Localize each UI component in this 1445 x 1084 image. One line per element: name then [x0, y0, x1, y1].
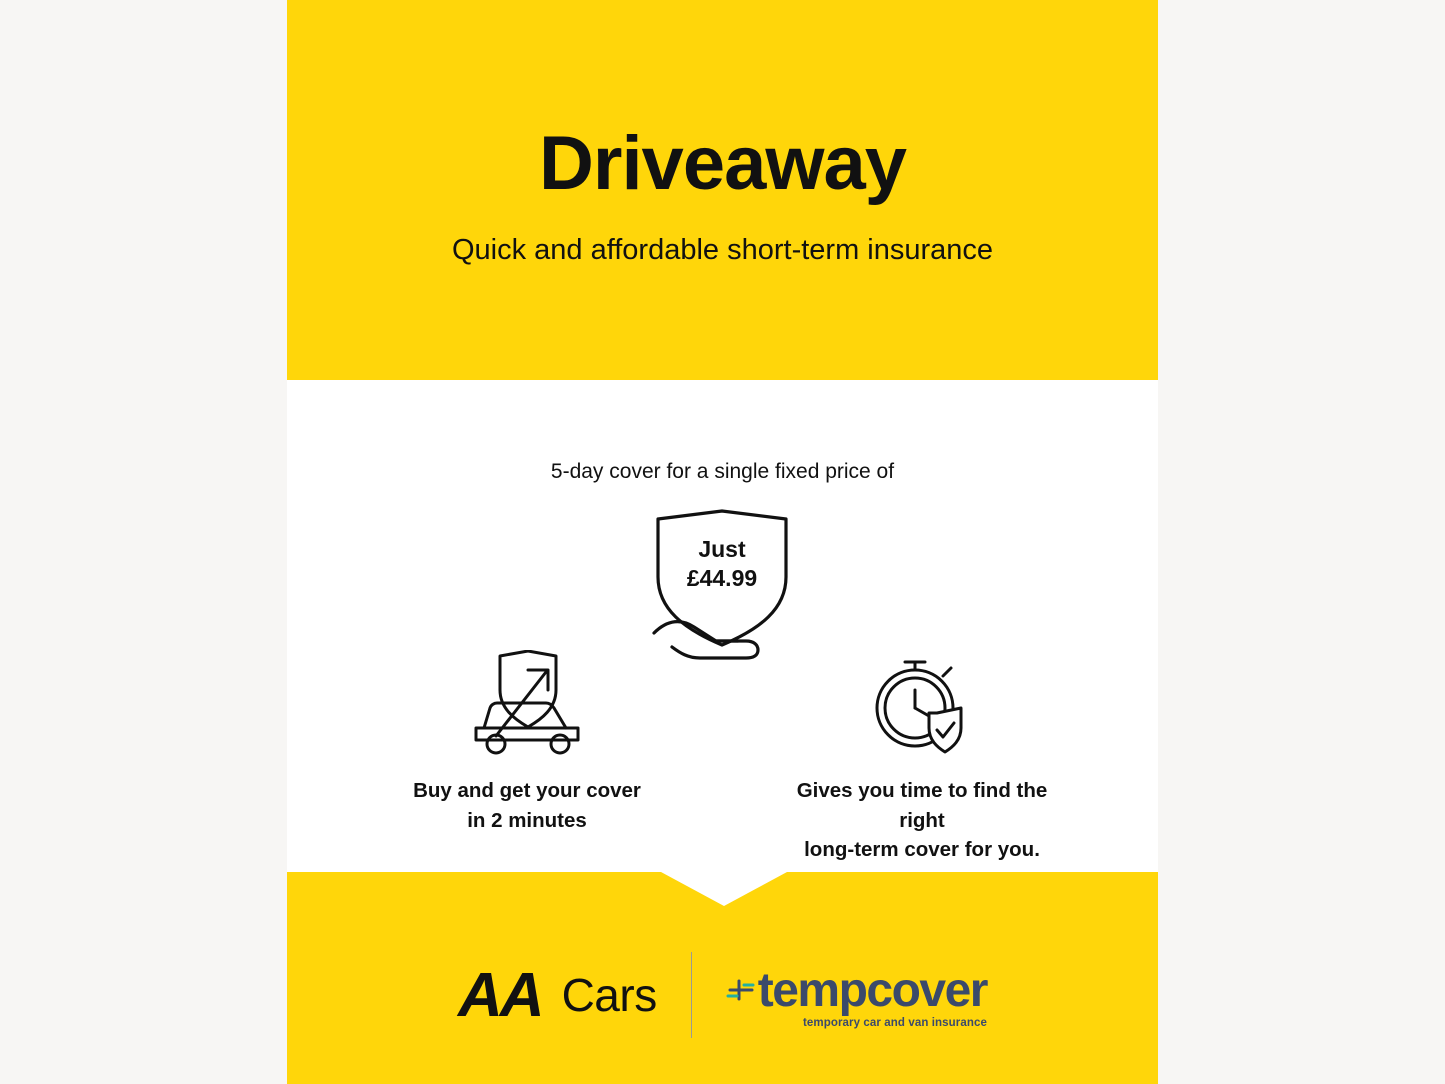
aa-logo: AA — [458, 960, 542, 1030]
price-badge-line2: £44.99 — [686, 564, 758, 591]
feature-right-line1: Gives you time to find the right — [796, 779, 1048, 832]
logo-divider — [691, 952, 692, 1038]
page-subtitle: Quick and affordable short-term insurance — [451, 234, 994, 266]
feature-left-line2: in 2 minutes — [467, 808, 587, 832]
tempcover-name: tempcover — [757, 964, 987, 1017]
feature-time-to-find-cover — [772, 650, 1072, 865]
feature-right-line2: long-term cover for you. — [804, 838, 1040, 862]
stopwatch-with-check-shield-icon — [857, 650, 987, 760]
tempcover-mark-icon — [726, 976, 756, 1010]
feature-right-text — [772, 776, 1072, 865]
feature-left-line1: Buy and get your cover — [413, 779, 641, 802]
tempcover-logo — [726, 964, 987, 1029]
tempcover-wordmark — [726, 964, 987, 1017]
feature-left-text — [377, 776, 677, 835]
aa-cars-label: Cars — [561, 969, 657, 1021]
price-badge-line1: Just — [698, 536, 746, 562]
shield-in-hand-graphic — [642, 505, 802, 665]
footer-logos — [287, 940, 1158, 1050]
page-title: Driveaway — [538, 121, 907, 206]
poster-canvas — [287, 0, 1158, 1084]
tempcover-tagline: temporary car and van insurance — [802, 1017, 987, 1029]
shield-in-hand-icon — [642, 505, 802, 665]
feature-buy-in-2-minutes — [377, 650, 677, 835]
price-lead-text: 5-day cover for a single fixed price of — [550, 460, 895, 483]
car-with-upward-arrow-shield-icon — [462, 650, 592, 760]
